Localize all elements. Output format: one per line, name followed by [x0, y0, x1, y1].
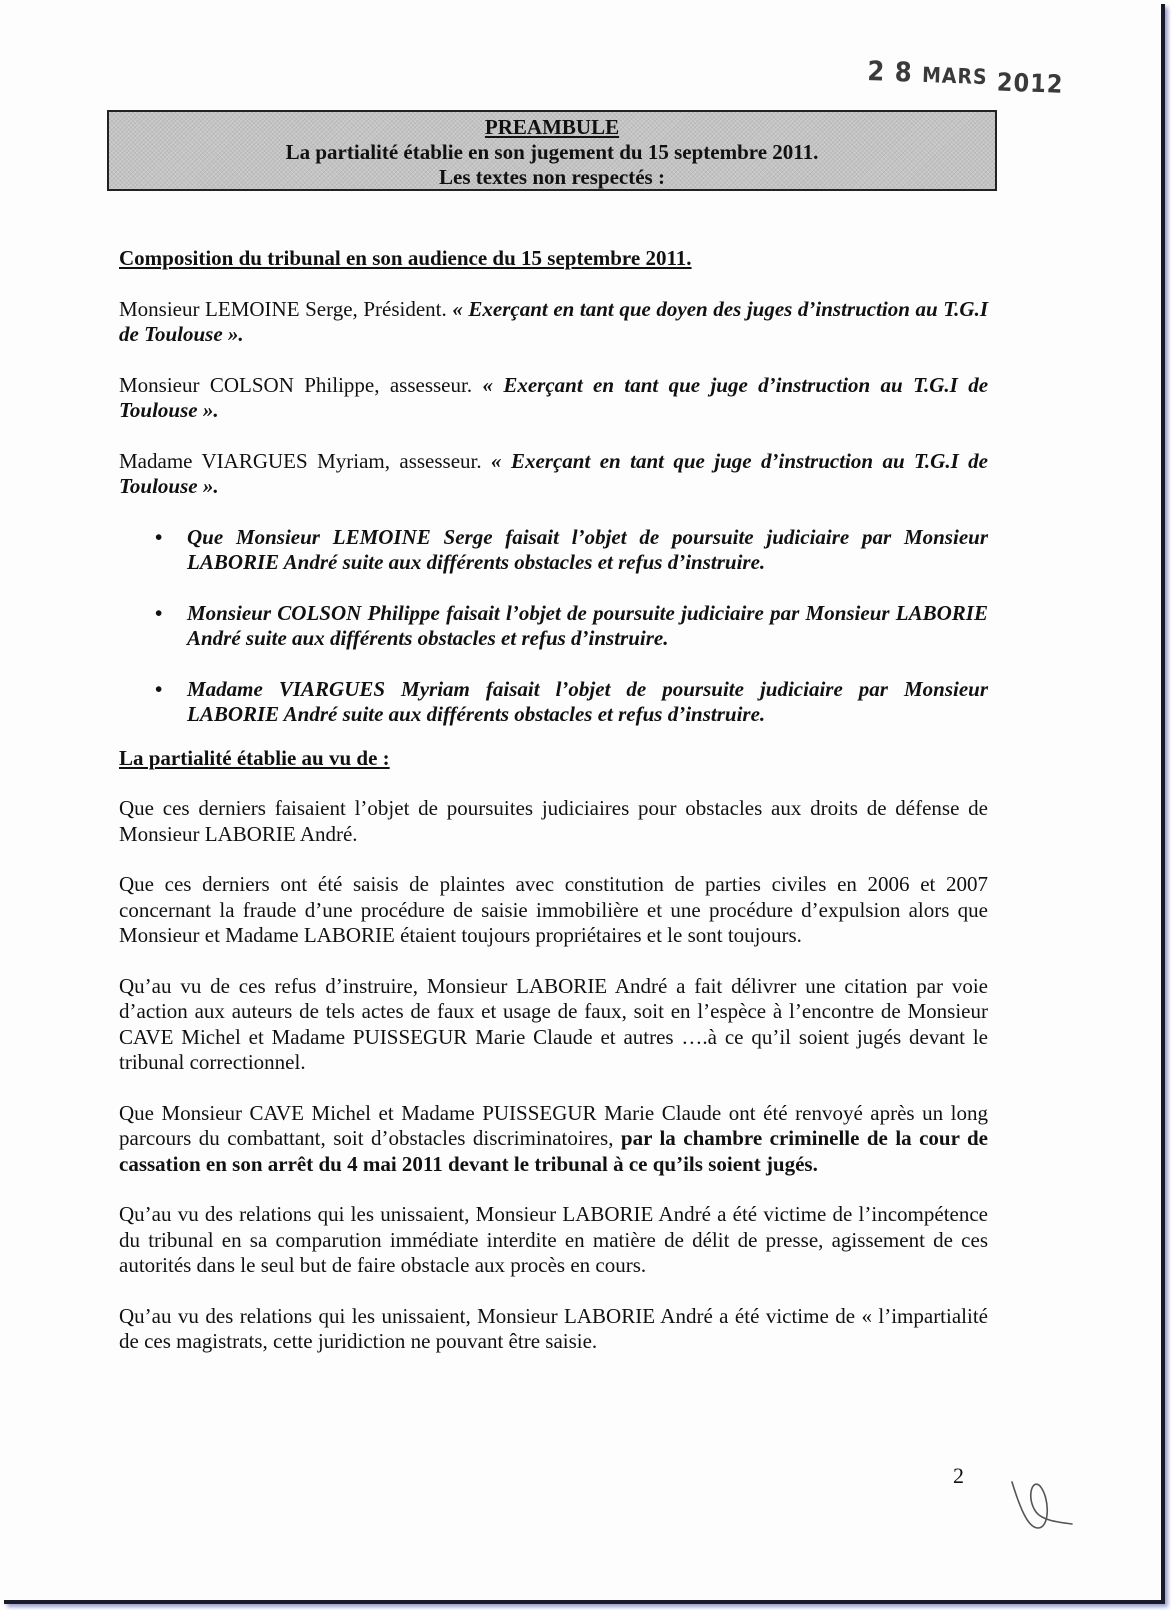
stamp-year: 2012	[996, 67, 1065, 99]
body-text: Que Monsieur CAVE Michel et Madame PUISSEGUR Marie Claude ont été renvoyé après un long parcours du combattant, soit d’obstacles discriminatoires,	[119, 1100, 988, 1150]
banner-line-2: Les textes non respectés :	[439, 165, 665, 189]
body-paragraph: Qu’au vu de ces refus d’instruire, Monsieur LABORIE André a fait délivrer une citation par voie d’action aux auteurs de tels actes de faux et usage de faux, soit en l’espèce à l’encontre de Monsieur CAVE Michel et Madame PUISSEGUR Marie Claude et autres ….à ce qu’il soient jugés devant le tribunal correctionnel.	[119, 973, 988, 1074]
member-paragraph	[119, 373, 988, 424]
member-name: Monsieur COLSON Philippe, assesseur.	[119, 372, 473, 397]
member-quote: « Exerçant en tant que juge d’instruction au T.G.I de Toulouse ».	[119, 448, 989, 498]
body-paragraph: Qu’au vu des relations qui les unissaient, Monsieur LABORIE André a été victime de l’incompétence du tribunal en sa comparution immédiate interdite en matière de délit de presse, agissement de ces autorités dans le seul but de faire obstacle aux procès en cours.	[119, 1202, 988, 1277]
section-heading-composition: Composition du tribunal en son audience du 15 septembre 2011.	[119, 246, 692, 270]
page-number: 2	[953, 1463, 964, 1488]
banner-line-1: La partialité établie en son jugement du 15 septembre 2011.	[285, 140, 819, 164]
bullet-item: • Que Monsieur LEMOINE Serge faisait l’objet de poursuite judiciaire par Monsieur LABORIE André suite aux différents obstacles et refus d’instruire.	[119, 525, 988, 576]
member-quote: « Exerçant en tant que juge d’instruction au T.G.I de Toulouse ».	[119, 372, 989, 422]
date-stamp	[866, 56, 1065, 99]
section-heading-partialite: La partialité établie au vu de :	[119, 745, 390, 770]
bullet-item: • Madame VIARGUES Myriam faisait l’objet de poursuite judiciaire par Monsieur LABORIE André suite aux différents obstacles et refus d’instruire.	[119, 677, 988, 728]
preamble-banner	[107, 110, 997, 191]
body-paragraph: Que ces derniers ont été saisis de plaintes avec constitution de parties civiles en 2006 et 2007 concernant la fraude d’une procédure de saisie immobilière et une procédure d’expulsion alors que Monsieur et Madame LABORIE étaient toujours propriétaires et le sont toujours.	[119, 872, 988, 947]
banner-title: PREAMBULE	[484, 115, 620, 139]
body-paragraph	[119, 1101, 988, 1178]
bullet-list	[119, 525, 988, 728]
member-name: Madame VIARGUES Myriam, assesseur.	[119, 448, 482, 473]
signature-icon	[1010, 1478, 1080, 1538]
member-paragraph	[119, 297, 988, 348]
bullet-item: • Monsieur COLSON Philippe faisait l’objet de poursuite judiciaire par Monsieur LABORIE André suite aux différents obstacles et refus d’instruire.	[119, 601, 988, 652]
stamp-month: MARS	[921, 62, 989, 90]
body-paragraph: Qu’au vu des relations qui les unissaient, Monsieur LABORIE André a été victime de « l’impartialité de ces magistrats, cette juridiction ne pouvant être saisie.	[119, 1303, 988, 1353]
member-name: Monsieur LEMOINE Serge, Président.	[119, 296, 447, 321]
body-paragraph: Que ces derniers faisaient l’objet de poursuites judiciaires pour obstacles aux droits de défense de Monsieur LABORIE André.	[119, 796, 988, 846]
document-body	[119, 246, 988, 1355]
stamp-day: 2 8	[866, 56, 914, 89]
member-quote: « Exerçant en tant que doyen des juges d’instruction au T.G.I de Toulouse ».	[119, 296, 989, 346]
body-text-bold: par la chambre criminelle de la cour de cassation en son arrêt du 4 mai 2011 devant le tribunal à ce qu’ils soient jugés.	[119, 1126, 988, 1176]
member-paragraph	[119, 449, 988, 500]
